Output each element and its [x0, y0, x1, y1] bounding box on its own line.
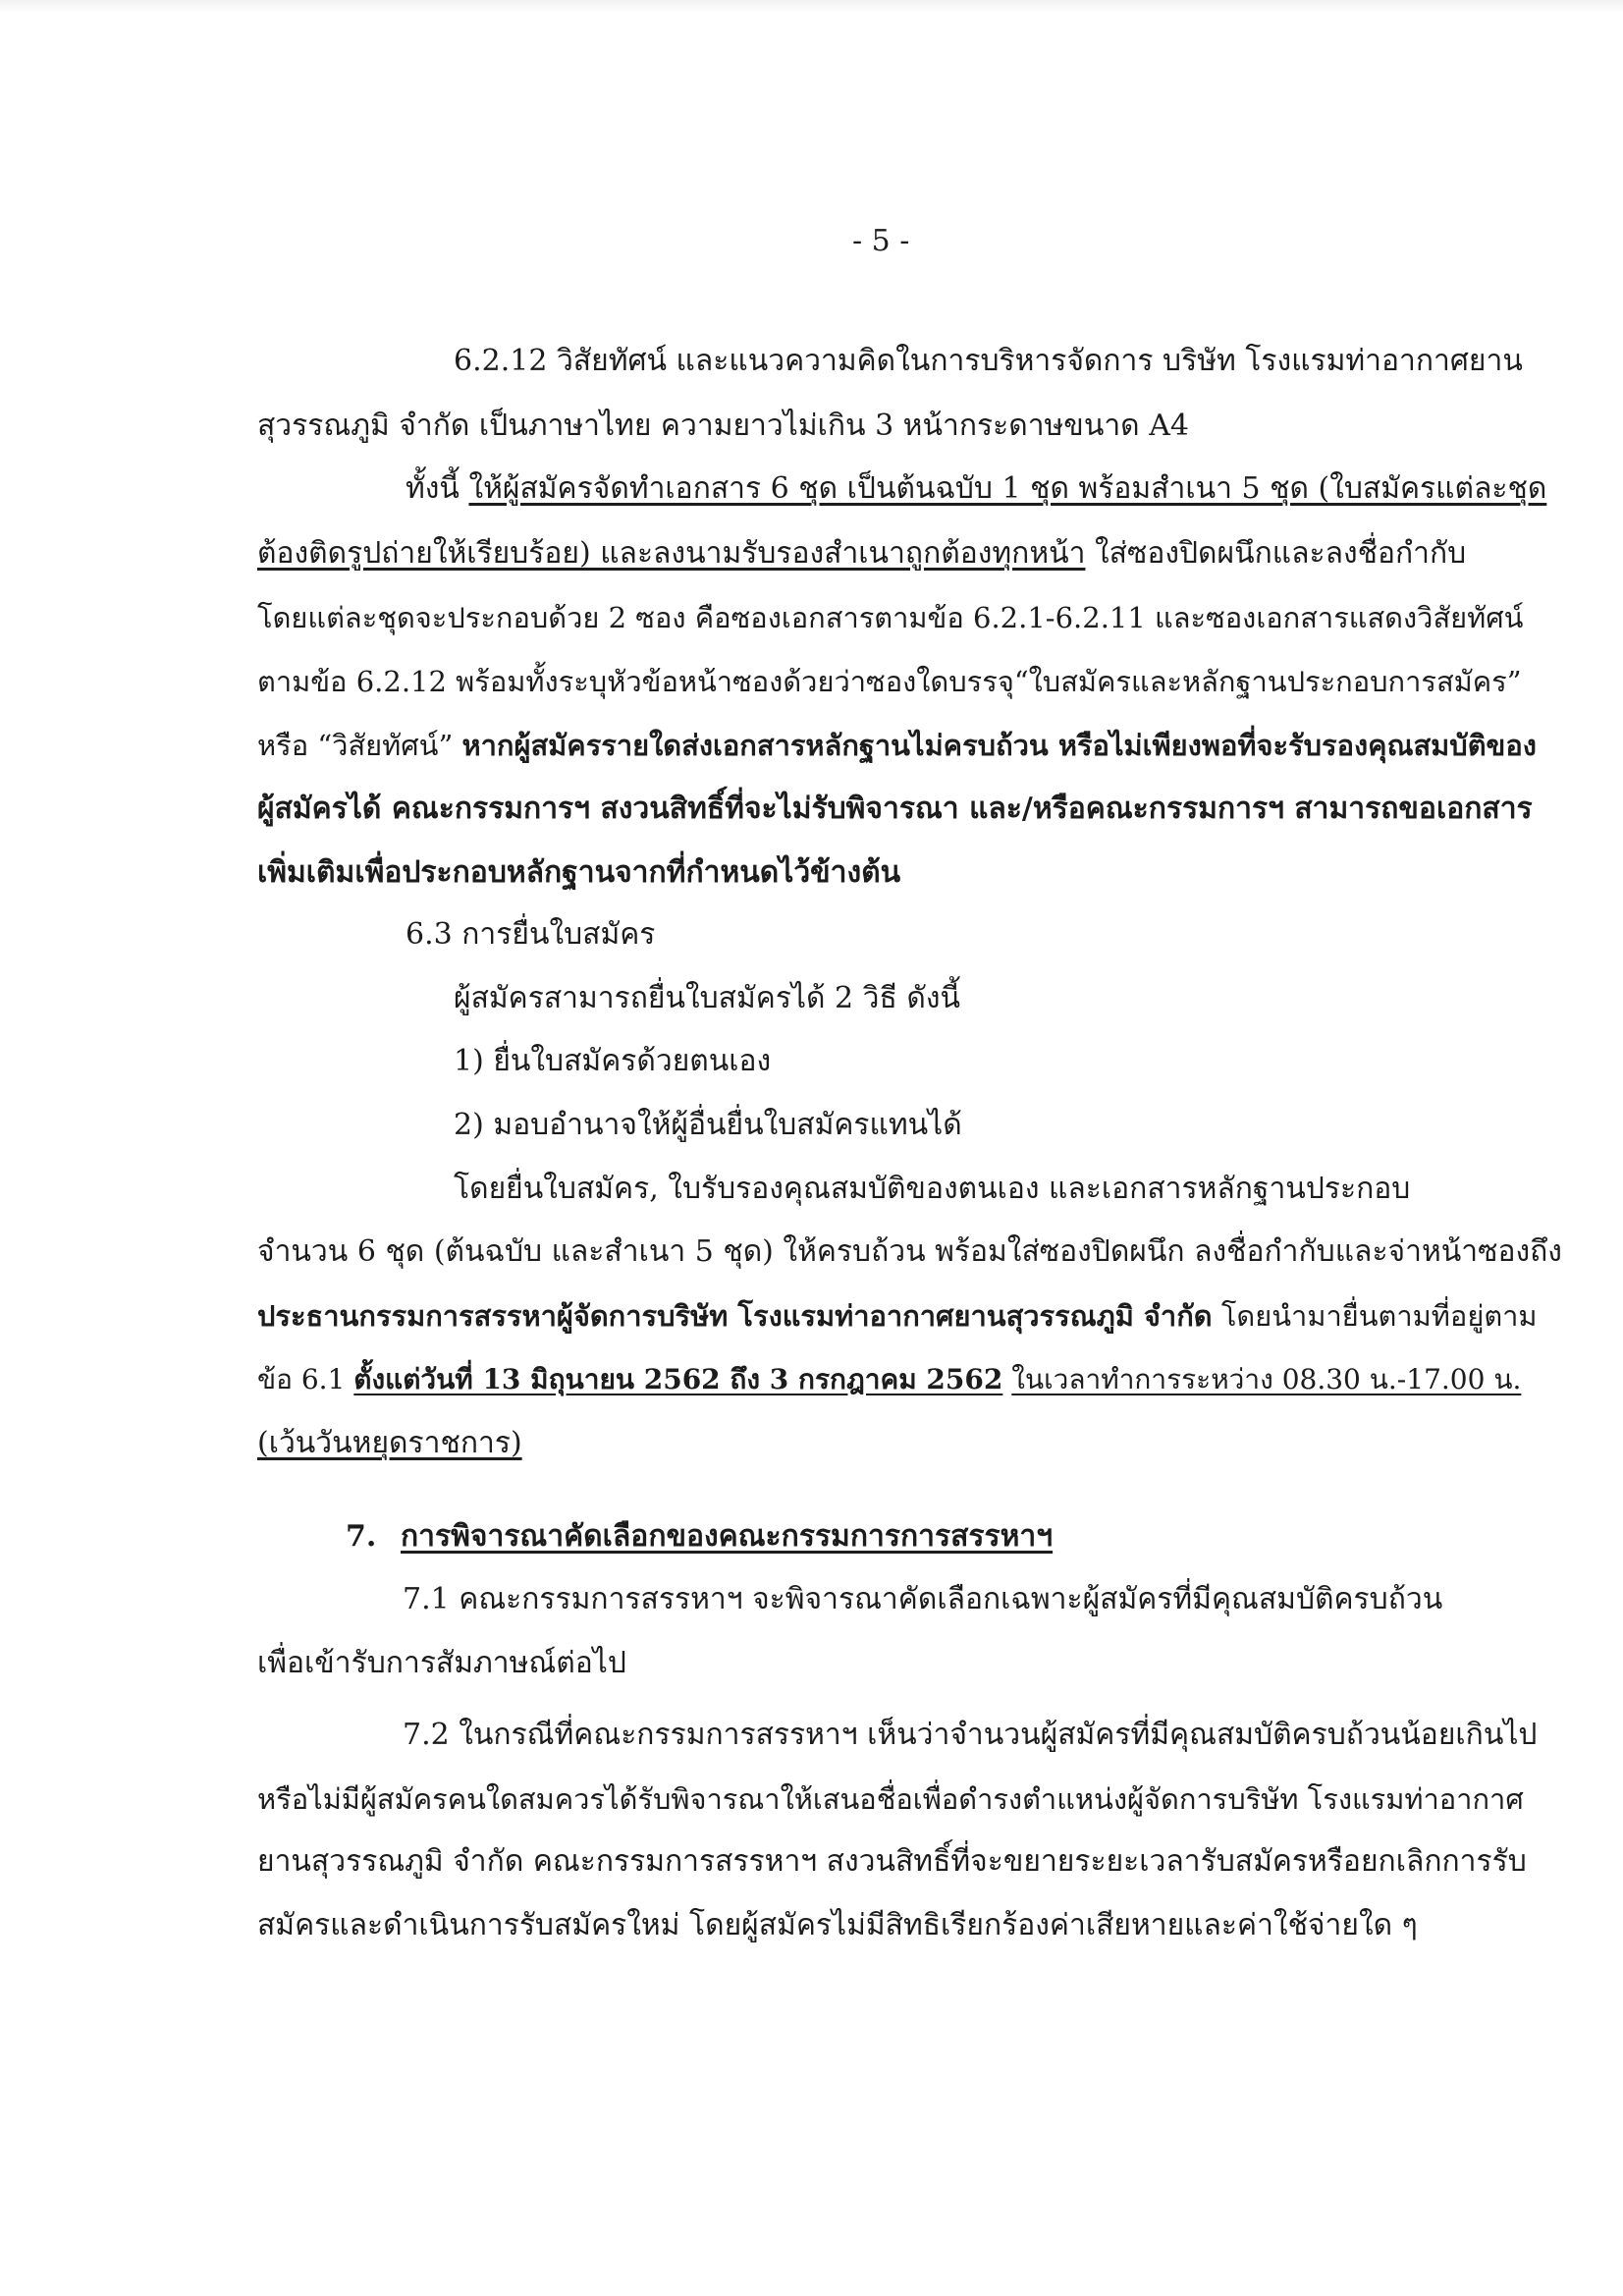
- clause-6-2-12-line-1: 6.2.12 วิสัยทัศน์ และแนวความคิดในการบริหารจัดการ บริษัท โรงแรมท่าอากาศยาน: [454, 344, 1523, 378]
- note-underlined-1: ให้ผู้สมัครจัดทำเอกสาร 6 ชุด เป็นต้นฉบับ 1 ชุด พร้อมสำเนา 5 ชุด (ใบสมัครแต่ละชุด: [468, 471, 1547, 506]
- page-number: - 5 -: [852, 224, 910, 258]
- note-line-1: [406, 469, 1546, 509]
- submission-hours: ในเวลาทำการระหว่าง 08.30 น.-17.00 น.: [1011, 1363, 1522, 1395]
- note-line-2: [257, 534, 1466, 574]
- section-7-number: 7.: [346, 1519, 377, 1554]
- section-7-heading: การพิจารณาคัดเลือกของคณะกรรมการการสรรหาฯ: [401, 1519, 1054, 1554]
- addressee-bold: ประธานกรรมการสรรหาผู้จัดการบริษัท โรงแรมท่าอากาศยานสุวรรณภูมิ จำกัด: [257, 1299, 1213, 1333]
- clause-7-2-line-3: ยานสุวรรณภูมิ จำกัด คณะกรรมการสรรหาฯ สงวนสิทธิ์ที่จะขยายระยะเวลารับสมัครหรือยกเลิกการรับ: [257, 1844, 1527, 1879]
- clause-7-2-line-2: หรือไม่มีผู้สมัครคนใดสมควรได้รับพิจารณาให้เสนอชื่อเพื่อดำรงตำแหน่งผู้จัดการบริษัท โรงแรมท่าอากาศ: [257, 1782, 1524, 1816]
- clause-7-1-line-1: 7.1 คณะกรรมการสรรหาฯ จะพิจารณาคัดเลือกเฉพาะผู้สมัครที่มีคุณสมบัติครบถ้วน: [403, 1582, 1443, 1616]
- clause-7-1-line-2: เพื่อเข้ารับการสัมภาษณ์ต่อไป: [257, 1646, 626, 1680]
- note-line-5-lead: หรือ “วิสัยทัศน์”: [257, 729, 462, 762]
- method-item-2: 2) มอบอำนาจให้ผู้อื่นยื่นใบสมัครแทนได้: [454, 1108, 962, 1142]
- submission-line-1: โดยยื่นใบสมัคร, ใบรับรองคุณสมบัติของตนเอง และเอกสารหลักฐานประกอบ: [454, 1172, 1411, 1206]
- submission-line-4-lead: ข้อ 6.1: [257, 1363, 354, 1395]
- submission-holiday-note: (เว้นวันหยุดราชการ): [257, 1426, 522, 1460]
- note-bold-warning-2: ผู้สมัครได้ คณะกรรมการฯ สงวนสิทธิ์ที่จะไม่รับพิจารณา และ/หรือคณะกรรมการฯ สามารถขอเอกสาร: [257, 792, 1533, 826]
- scan-top-edge: [0, 0, 1623, 14]
- submission-line-3: [257, 1296, 1538, 1336]
- section-6-3-intro: ผู้สมัครสามารถยื่นใบสมัครได้ 2 วิธี ดังนี้: [454, 981, 961, 1015]
- submission-line-2: จำนวน 6 ชุด (ต้นฉบับ และสำเนา 5 ชุด) ให้ครบถ้วน พร้อมใส่ซองปิดผนึก ลงชื่อกำกับและจ่าหน้าซองถึง: [257, 1234, 1562, 1269]
- submission-line-4: [257, 1360, 1521, 1399]
- clause-7-2-line-1: 7.2 ในกรณีที่คณะกรรมการสรรหาฯ เห็นว่าจำนวนผู้สมัครที่มีคุณสมบัติครบถ้วนน้อยเกินไป: [403, 1718, 1538, 1752]
- method-item-1: 1) ยื่นใบสมัครด้วยตนเอง: [454, 1044, 772, 1078]
- submission-dates: ตั้งแต่วันที่ 13 มิถุนายน 2562 ถึง 3 กรกฎาคม 2562: [353, 1363, 1003, 1395]
- note-bold-warning-3: เพิ่มเติมเพื่อประกอบหลักฐานจากที่กำหนดไว้ข้างต้น: [257, 855, 901, 890]
- note-line-4: ตามข้อ 6.2.12 พร้อมทั้งระบุหัวข้อหน้าซองด้วยว่าซองใดบรรจุ“ใบสมัครและหลักฐานประกอบการสมัคร”: [257, 665, 1522, 698]
- note-line-2-rest: ใส่ซองปิดผนึกและลงชื่อกำกับ: [1085, 536, 1467, 571]
- clause-6-2-12-line-2: สุวรรณภูมิ จำกัด เป็นภาษาไทย ความยาวไม่เกิน 3 หน้ากระดาษขนาด A4: [257, 409, 1189, 443]
- submission-line-3-rest: โดยนำมายื่นตามที่อยู่ตาม: [1212, 1299, 1538, 1333]
- note-underlined-2: ต้องติดรูปถ่ายให้เรียบร้อย) และลงนามรับรองสำเนาถูกต้องทุกหน้า: [257, 536, 1086, 571]
- note-bold-warning-1: หากผู้สมัครรายใดส่งเอกสารหลักฐานไม่ครบถ้วน หรือไม่เพียงพอที่จะรับรองคุณสมบัติของ: [461, 729, 1537, 762]
- note-line-5: [257, 726, 1537, 765]
- note-line-3: โดยแต่ละชุดจะประกอบด้วย 2 ซอง คือซองเอกสารตามข้อ 6.2.1-6.2.11 และซองเอกสารแสดงวิสัยทัศน์: [257, 601, 1524, 634]
- section-6-3-heading: 6.3 การยื่นใบสมัคร: [406, 917, 656, 952]
- note-lead: ทั้งนี้: [406, 471, 469, 506]
- clause-7-2-line-4: สมัครและดำเนินการรับสมัครใหม่ โดยผู้สมัครไม่มีสิทธิเรียกร้องค่าเสียหายและค่าใช้จ่ายใด ๆ: [257, 1908, 1418, 1942]
